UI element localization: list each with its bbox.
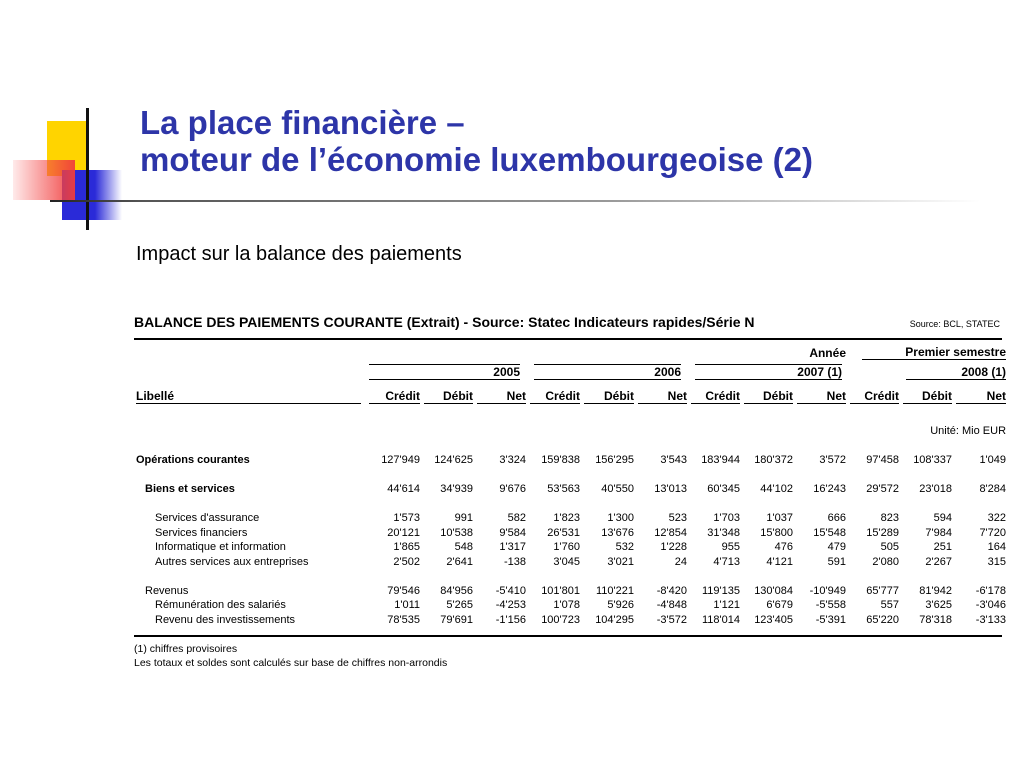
row-value: 123'405	[754, 613, 793, 626]
vertical-divider	[86, 108, 89, 230]
row-label: Services financiers	[155, 526, 248, 539]
row-value: 1'760	[553, 541, 580, 554]
row-value: 3'021	[607, 555, 634, 568]
table-row	[134, 613, 1008, 628]
row-value: 34'939	[440, 483, 473, 496]
row-value: 1'300	[607, 512, 634, 525]
table-bottom-rule	[134, 635, 1002, 637]
row-value: 119'135	[702, 584, 740, 597]
slide-subtitle: Impact sur la balance des paiements	[136, 243, 462, 265]
row-value: 2'641	[446, 555, 473, 568]
row-label: Opérations courantes	[136, 454, 250, 467]
row-value: 104'295	[595, 613, 634, 626]
row-value: 81'942	[919, 584, 952, 597]
red-square-shape	[13, 160, 75, 200]
header-net: Net	[956, 389, 1006, 404]
row-value: 16'243	[813, 483, 846, 496]
row-value: 1'121	[713, 599, 740, 612]
table-title-bold: BALANCE DES PAIEMENTS COURANTE	[134, 314, 403, 330]
row-value: 26'531	[547, 526, 580, 539]
row-value: 1'049	[979, 454, 1007, 467]
row-value: 1'317	[499, 541, 526, 554]
row-value: 6'679	[766, 599, 793, 612]
table-row	[134, 540, 1008, 555]
slide-title	[140, 104, 813, 178]
row-value: -10'949	[809, 584, 846, 597]
row-value: -3'046	[975, 599, 1007, 612]
row-value: 79'691	[440, 613, 473, 626]
table-row	[134, 555, 1008, 570]
balance-table-panel	[134, 314, 1007, 670]
row-value: 4'713	[713, 555, 740, 568]
row-value: 2'267	[925, 555, 952, 568]
row-value: 78'318	[919, 613, 952, 626]
row-value: 3'572	[819, 454, 846, 467]
row-value: 15'289	[866, 526, 899, 539]
header-libelle: Libellé	[136, 389, 361, 404]
row-value: 479	[827, 541, 846, 554]
row-value: 110'221	[596, 584, 634, 597]
row-value: 13'013	[654, 483, 687, 496]
table-header-bar	[134, 314, 1002, 336]
row-value: 40'550	[601, 483, 634, 496]
row-value: -6'178	[975, 584, 1007, 597]
row-value: 124'625	[434, 454, 473, 467]
table-row	[134, 511, 1008, 526]
note-rounding: Les totaux et soldes sont calculés sur base de chiffres non-arrondis	[134, 657, 448, 669]
row-value: 322	[987, 512, 1007, 525]
row-value: -5'410	[495, 584, 526, 597]
row-value: 505	[880, 541, 899, 554]
header-credit: Crédit	[691, 389, 740, 404]
row-value: 7'720	[979, 526, 1007, 539]
row-value: 548	[454, 541, 473, 554]
note-provisional: (1) chiffres provisoires	[134, 643, 238, 655]
balance-table	[134, 340, 1008, 627]
row-value: 523	[668, 512, 687, 525]
row-value: 23'018	[919, 483, 952, 496]
slide-title-line2: moteur de l’économie luxembourgeoise (2)	[140, 141, 813, 178]
row-value: 159'838	[541, 454, 580, 467]
row-value: -4'848	[656, 599, 687, 612]
row-value: 251	[933, 541, 952, 554]
row-value: 164	[987, 541, 1007, 554]
row-value: 1'037	[766, 512, 793, 525]
row-value: 315	[987, 555, 1007, 568]
decorative-logo	[0, 0, 140, 240]
row-value: 532	[615, 541, 634, 554]
row-value: 156'295	[595, 454, 634, 467]
row-value: 180'372	[754, 454, 793, 467]
header-net: Net	[638, 389, 687, 404]
row-value: 9'676	[499, 483, 526, 496]
row-label: Informatique et information	[155, 541, 286, 554]
table-source: Source: BCL, STATEC	[909, 319, 1000, 329]
header-credit: Crédit	[369, 389, 420, 404]
row-value: -1'156	[495, 613, 526, 626]
row-value: 24	[674, 555, 687, 568]
header-annee: Année	[809, 346, 846, 360]
row-value: -5'391	[815, 613, 846, 626]
row-value: 7'984	[925, 526, 952, 539]
header-year-2008: 2008 (1)	[906, 365, 1006, 380]
row-value: 60'345	[707, 483, 740, 496]
row-value: 100'723	[541, 613, 580, 626]
row-value: 84'956	[440, 584, 473, 597]
row-value: 10'538	[440, 526, 473, 539]
header-debit: Débit	[903, 389, 952, 404]
row-value: 3'045	[553, 555, 580, 568]
row-value: 13'676	[601, 526, 634, 539]
row-value: 1'823	[553, 512, 580, 525]
row-value: 2'080	[872, 555, 899, 568]
table-row	[134, 526, 1008, 541]
row-value: 823	[880, 512, 899, 525]
header-net: Net	[477, 389, 526, 404]
header-debit: Débit	[744, 389, 793, 404]
header-year-2007: 2007 (1)	[695, 364, 842, 380]
row-value: 2'502	[393, 555, 420, 568]
header-year-2005: 2005	[369, 364, 520, 380]
row-value: -8'420	[656, 584, 687, 597]
header-debit: Débit	[424, 389, 473, 404]
row-label: Biens et services	[145, 483, 235, 496]
row-value: -5'558	[815, 599, 846, 612]
row-value: 1'078	[553, 599, 580, 612]
row-value: 557	[880, 599, 899, 612]
header-credit: Crédit	[850, 389, 899, 404]
row-value: 79'546	[387, 584, 420, 597]
row-value: 101'801	[541, 584, 580, 597]
row-value: 65'777	[866, 584, 899, 597]
row-value: -4'253	[495, 599, 526, 612]
row-label: Revenu des investissements	[155, 613, 296, 626]
row-value: -3'133	[975, 613, 1007, 626]
header-year-2006: 2006	[534, 364, 681, 380]
row-label: Revenus	[145, 584, 189, 597]
row-label: Services d'assurance	[155, 512, 260, 525]
row-value: 130'084	[754, 584, 793, 597]
table-title	[134, 314, 755, 330]
row-value: 29'572	[866, 483, 899, 496]
row-value: -138	[503, 555, 526, 568]
row-value: 5'926	[607, 599, 634, 612]
row-value: 1'703	[713, 512, 740, 525]
row-label: Rémunération des salariés	[155, 599, 286, 612]
row-value: -3'572	[656, 613, 687, 626]
row-value: 127'949	[381, 454, 420, 467]
header-debit: Débit	[584, 389, 634, 404]
table-notes	[134, 642, 1002, 670]
row-value: 108'337	[913, 454, 952, 467]
row-value: 44'102	[760, 483, 793, 496]
table-row	[134, 584, 1008, 599]
row-value: 582	[507, 512, 526, 525]
row-value: 5'265	[446, 599, 473, 612]
header-net: Net	[797, 389, 846, 404]
header-premier-semestre: Premier semestre	[862, 345, 1006, 360]
row-value: 31'348	[707, 526, 740, 539]
row-value: 44'614	[387, 483, 420, 496]
row-value: 118'014	[702, 613, 740, 626]
row-label: Autres services aux entreprises	[155, 555, 309, 568]
row-value: 1'573	[393, 512, 420, 525]
row-value: 1'011	[394, 599, 420, 612]
row-value: 53'563	[547, 483, 580, 496]
row-value: 20'121	[387, 526, 420, 539]
table-title-rest: (Extrait) - Source: Statec Indicateurs rapides/Série N	[402, 314, 755, 330]
row-value: 955	[721, 541, 740, 554]
row-value: 3'543	[660, 454, 687, 467]
row-value: 78'535	[387, 613, 420, 626]
row-value: 1'865	[393, 541, 420, 554]
row-value: 9'584	[499, 526, 526, 539]
row-value: 12'854	[654, 526, 687, 539]
table-row	[134, 453, 1008, 468]
row-value: 3'625	[925, 599, 952, 612]
row-value: 476	[774, 541, 793, 554]
slide-title-line1: La place financière –	[140, 104, 465, 141]
row-value: 65'220	[866, 613, 899, 626]
row-value: 591	[827, 555, 846, 568]
header-credit: Crédit	[530, 389, 580, 404]
row-value: 97'458	[866, 454, 899, 467]
row-value: 1'228	[660, 541, 687, 554]
row-value: 15'800	[760, 526, 793, 539]
table-body	[134, 439, 1008, 628]
title-underline	[50, 200, 980, 202]
row-value: 183'944	[701, 454, 740, 467]
row-value: 4'121	[766, 555, 793, 568]
unit-label: Unité: Mio EUR	[930, 425, 1007, 438]
row-value: 666	[827, 512, 846, 525]
row-value: 3'324	[499, 454, 526, 467]
row-value: 594	[933, 512, 952, 525]
table-row	[134, 482, 1008, 497]
table-row	[134, 598, 1008, 613]
row-value: 8'284	[979, 483, 1007, 496]
row-value: 991	[454, 512, 473, 525]
row-value: 15'548	[813, 526, 846, 539]
